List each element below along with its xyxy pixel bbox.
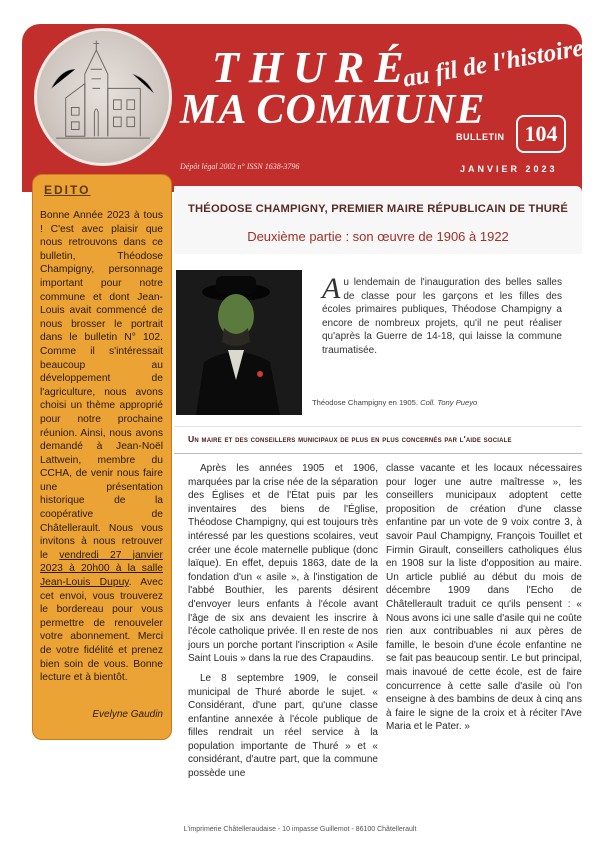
- title-ma-commune: MA COMMUNE: [180, 87, 486, 133]
- column1-paragraph: Le 8 septembre 1909, le conseil municipal de Thuré aborde le sujet. « Considérant, d'une part, qu'une classe enfantine annexée à l'école publique de filles rendrait un réel service à la population importante de Thuré » et « considérant, d'autre part, que la commune possède une: [188, 672, 378, 780]
- column1-paragraph: Après les années 1905 et 1906, marquées par la crise née de la séparation des Églises et de l'État puis par les inventaires des biens de l'Église, Théodose Champigny, qui est toujours très intéressé par les questions scolaires, veut créer une école maternelle publique (donc laïque). En effet, depuis 1863, date de la fondation d'un « asile », à l'instigation de l'abbé Bouthier, les parents désirent d'envoyer leurs enfants à l'école avant l'âge de six ans devaient les inscrire à l'école catholique privée. Il en reste de nos jours un porche portant l'inscription « Asile Saint Louis » dans la rue des Crapaudins.: [188, 463, 378, 665]
- masthead: [22, 24, 586, 192]
- edito-text-before: Bonne Année 2023 à tous ! C'est avec plaisir que nous retrouvons dans ce bulletin, Théodose Champigny, personnage important pour notre commune et dont Jean-Louis avait commencé de nous brosser le portrait dans le bulletin N° 102. Comme il s'intéressait beaucoup au développement de l'agriculture, nous avons choisi un thème approprié pour notre prochaine réunion. Ainsi, nous avons demandé à Jean-Noël Lattwein, membre du CCHA, de venir nous faire une présentation historique de la coopérative de Châtellerault. Nous vous invitons à nous retrouver le: [40, 210, 163, 561]
- article-column-2: [386, 462, 582, 740]
- article-column-1: [188, 462, 378, 787]
- issue-date: JANVIER 2023: [460, 164, 558, 174]
- legal-deposit: Dépôt légal 2002 n° ISSN 1638-3796: [180, 162, 300, 171]
- article-subtitle: Deuxième partie : son œuvre de 1906 à 1922: [247, 229, 509, 244]
- column2-paragraph: classe vacante et les locaux nécessaires pour loger une autre maîtresse », les conseillers municipaux adoptent cette proposition de création d'une classe enfantine par un vote de 9 voix contre 3, à savoir Paul Champigny, François Touillet et Firmin Girault, conseillers catholiques élus en 1908 sur la liste d'opposition au maire. Un article publié au début du mois de décembre 1909 dans l'Echo de Châtellerault traduit ce qu'ils pensent : « Nous avons ici une salle d'asile qui ne coûte rien aux contribuables ni aux pères de famille, le besoin d'une école enfantine ne se fait pas beaucoup sentir. Le but principal, mais inavoué de cette école, est de faire concurrence à cette salle d'asile où l'on enseigne à des bambins de deux à cinq ans à faire le signe de la croix et à réciter l'Ave Maria et le Pater. »: [386, 463, 582, 733]
- section-title: Un maire et des conseillers municipaux de plus en plus concernés par l'aide sociale: [188, 434, 512, 444]
- portrait-icon: [176, 270, 302, 415]
- article-intro: [322, 272, 562, 357]
- bulletin-number: 104: [516, 115, 566, 153]
- intro-text: u lendemain de l'inauguration des belles salles de classe pour les garçons et les filles des écoles primaires publiques, Théodose Champigny a encore de nombreux projets, qu'il ne peut réaliser qu'après la Guerre de 14-18, qui laisse la commune traumatisée.: [322, 277, 562, 356]
- title-thure: THURÉ: [212, 43, 414, 92]
- tagline: au fil de l'histoire: [400, 34, 586, 93]
- portrait-photo: [176, 270, 302, 415]
- article: [174, 186, 582, 780]
- intro-dropcap: A: [322, 272, 341, 305]
- town-logo: [34, 28, 172, 166]
- edito-signature: Evelyne Gaudin: [92, 708, 163, 720]
- edito-text-after: . Avec cet envoi, vous trouverez le bordereau pour vous permettre de renouveler votre abonnement. Merci de votre fidélité et prenez bien soin de vous. Bonne lecture et à bientôt.: [40, 577, 163, 684]
- edito-text: [40, 209, 163, 685]
- caption-credit: Coll. Tony Pueyo: [420, 398, 478, 407]
- edito-box: [32, 174, 172, 740]
- section-header: [174, 426, 582, 454]
- edito-title: EDITO: [44, 183, 91, 197]
- edito-event-highlight: vendredi 27 janvier 2023 à 20h00 à la salle Jean-Louis Dupuy: [40, 549, 163, 589]
- printer-footer: L'imprimerie Châtelleraudaise - 10 impasse Guillemot - 86100 Châtellerault: [183, 826, 417, 833]
- caption-text: Théodose Champigny en 1905.: [312, 398, 418, 407]
- photo-caption: [312, 398, 477, 407]
- article-header: [174, 186, 582, 254]
- article-title: THÉODOSE CHAMPIGNY, PREMIER MAIRE RÉPUBLICAIN DE THURÉ: [187, 203, 568, 215]
- bulletin-label: BULLETIN: [456, 132, 505, 142]
- church-sketch-icon: [37, 31, 169, 163]
